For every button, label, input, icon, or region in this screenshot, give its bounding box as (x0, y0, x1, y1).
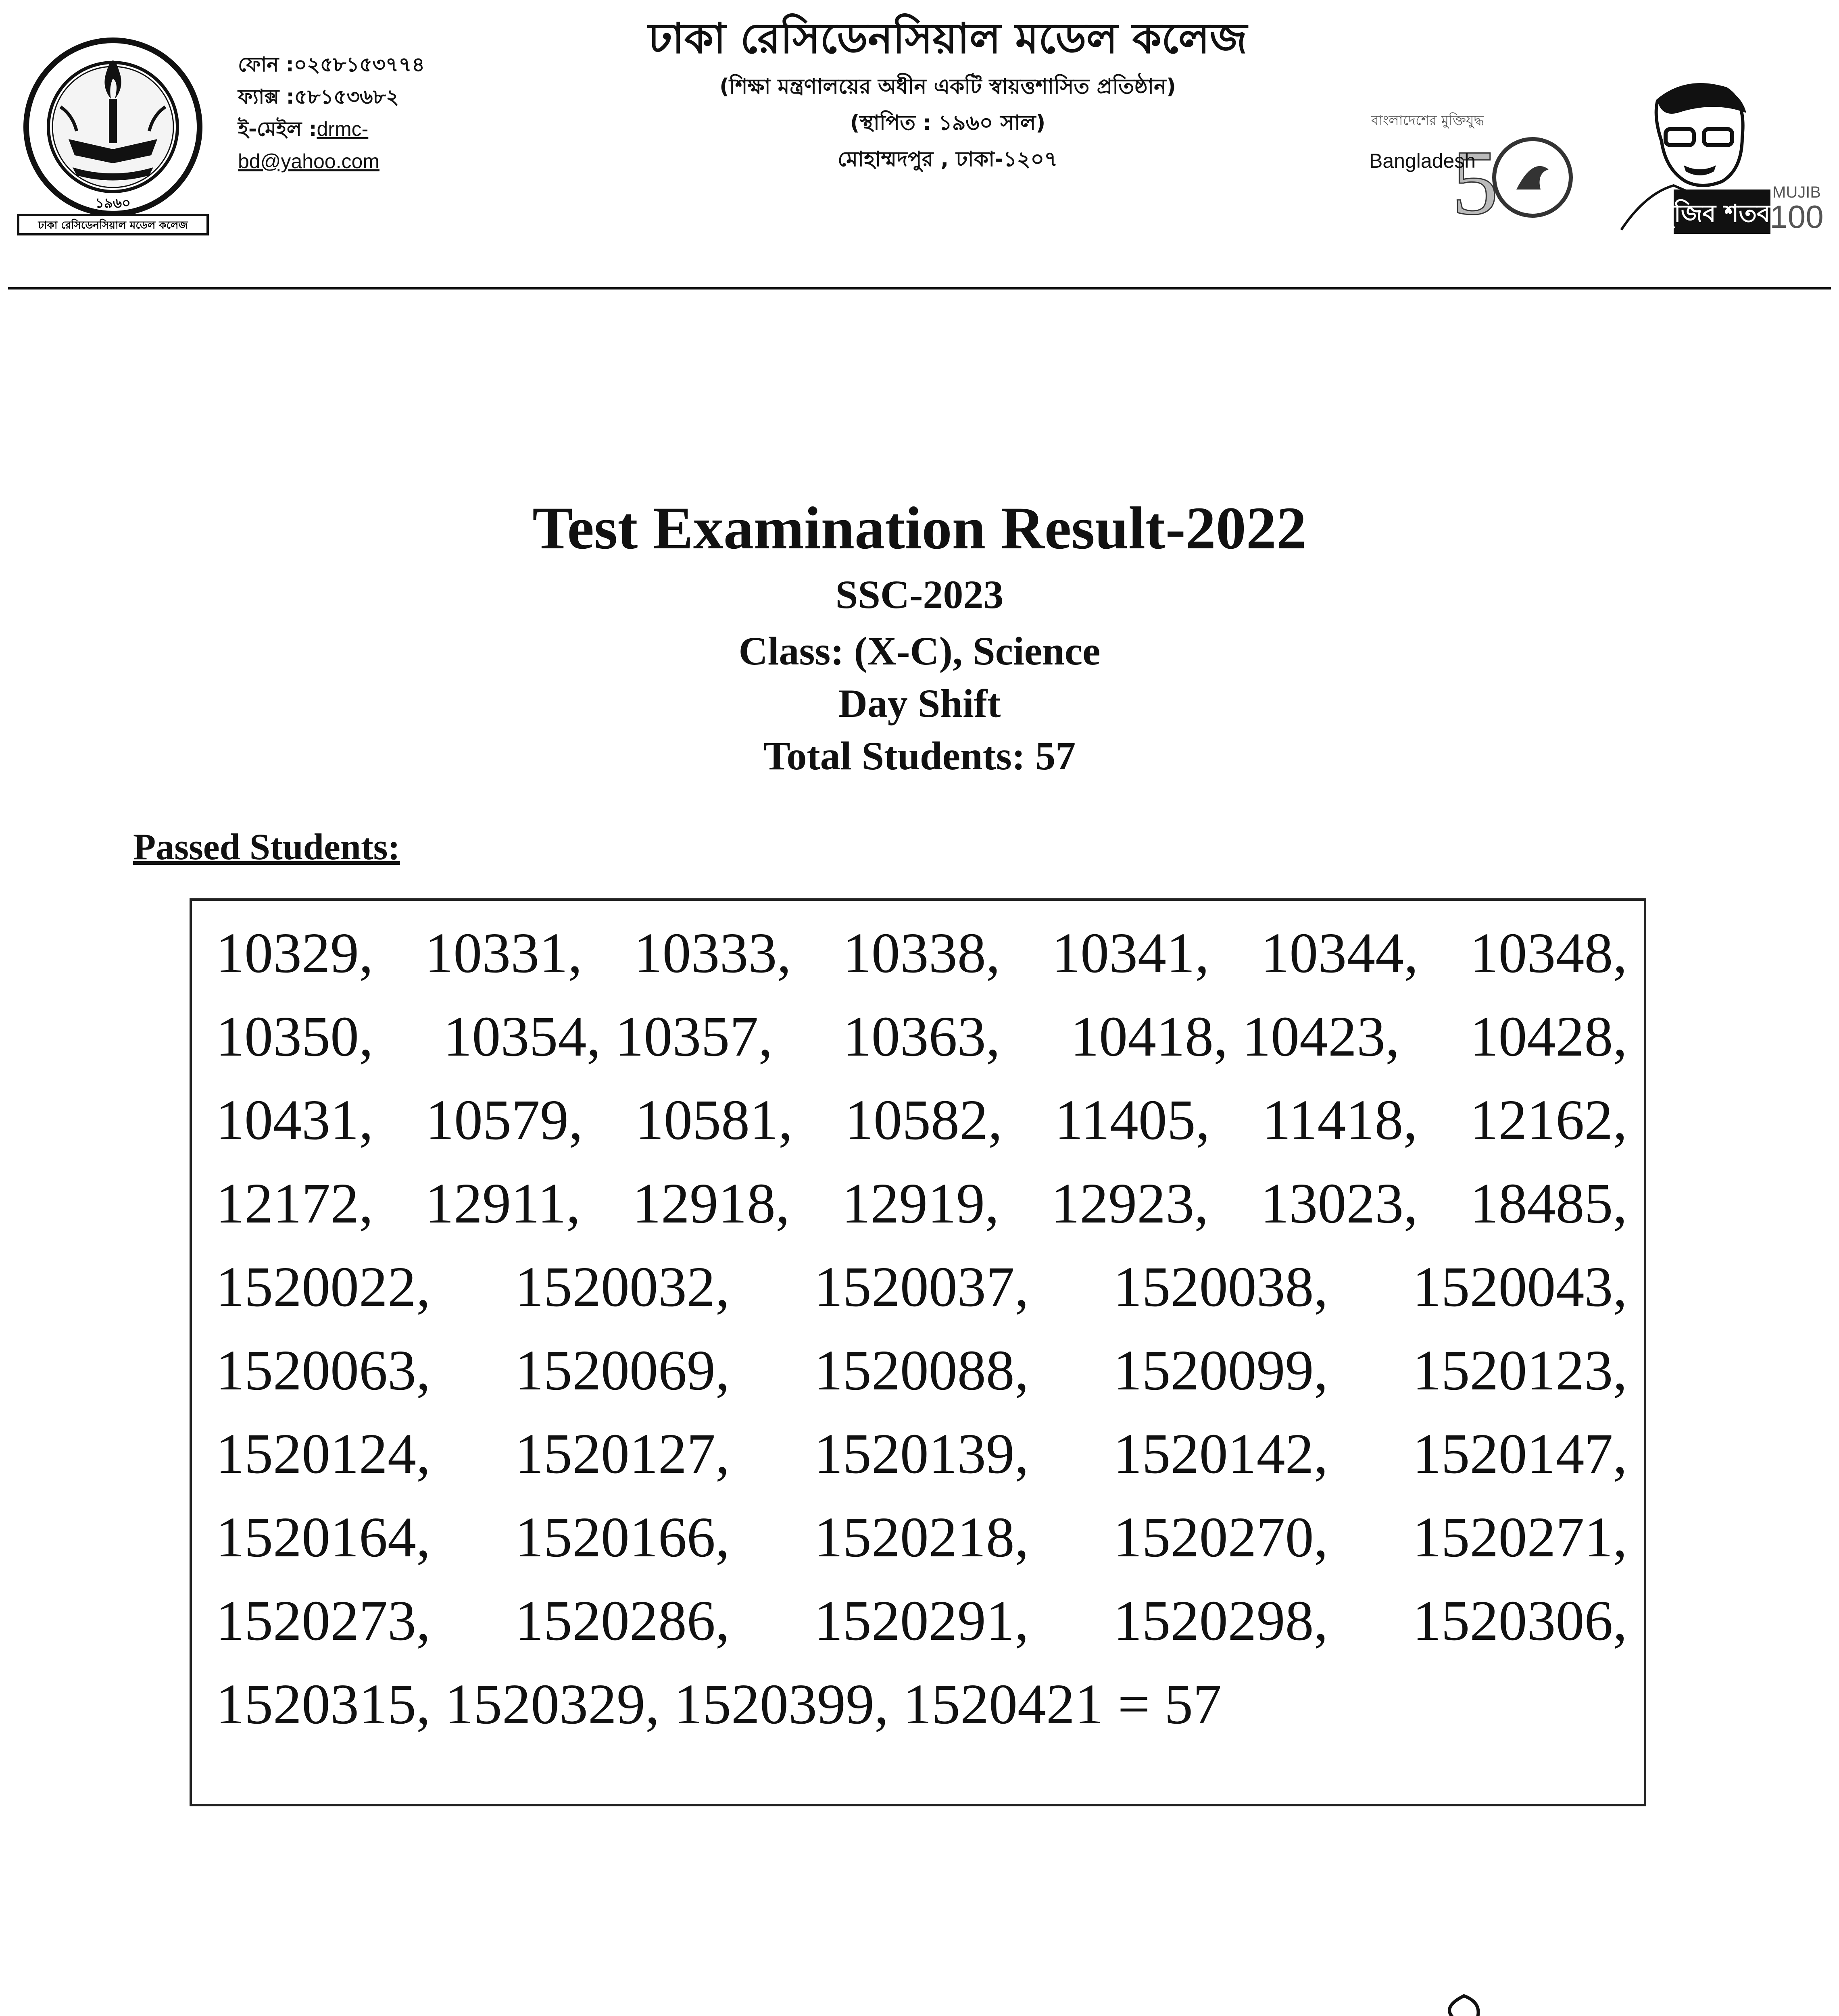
roll-number: 1520124, (216, 1422, 431, 1485)
college-name: ঢাকা রেসিডেনসিয়াল মডেল কলেজ (648, 14, 1247, 63)
roll-number: 10344, (1261, 921, 1418, 985)
roll-line (216, 911, 1627, 995)
roll-number: 1520037, (814, 1255, 1029, 1318)
roll-number: 10581, (635, 1088, 793, 1152)
roll-number: 1520271, (1412, 1505, 1627, 1569)
email-link-part1[interactable]: drmc- (317, 118, 369, 140)
passed-heading: Passed Students: (133, 826, 400, 867)
roll-number: 12162, (1470, 1088, 1627, 1152)
mujib-bengali: মুজিব শতবর্ষ (1660, 200, 1784, 228)
email-link-part2[interactable]: bd@yahoo.com (238, 150, 379, 173)
roll-number: 1520043, (1412, 1255, 1627, 1318)
roll-number: 10333, (634, 921, 791, 985)
college-address: মোহাম্মদপুর , ঢাকা-১২০৭ (838, 147, 1058, 171)
roll-line (216, 1078, 1627, 1162)
roll-number: 1520139, (814, 1422, 1029, 1485)
roll-number: 1520218, (814, 1505, 1029, 1569)
roll-number: 10338, (842, 921, 1001, 985)
roll-number: 1520291, (814, 1589, 1029, 1652)
roll-number: 12923, (1051, 1171, 1209, 1235)
roll-number: 1520069, (515, 1338, 730, 1402)
college-heading (544, 8, 1351, 177)
roll-number: 1520022, (216, 1255, 431, 1318)
roll-number: 10329, (216, 921, 373, 985)
roll-number: 10428, (1470, 1004, 1627, 1068)
roll-number: 1520142, (1113, 1422, 1328, 1485)
roll-number: 10341, (1052, 921, 1209, 985)
roll-number: 10350, (216, 1004, 373, 1068)
roll-number: 1520286, (515, 1589, 730, 1652)
passed-rolls-list (216, 911, 1627, 1746)
roll-number: 1520164, (216, 1505, 431, 1569)
roll-number: 13023, (1260, 1171, 1418, 1235)
roll-number: 1520306, (1412, 1589, 1627, 1652)
roll-line (216, 1245, 1627, 1329)
roll-number: 1520147, (1412, 1422, 1627, 1485)
roll-number: 10418, 10423, (1070, 1004, 1400, 1068)
contact-block (238, 48, 425, 177)
roll-number: 12918, (632, 1171, 790, 1235)
roll-line (216, 1662, 1627, 1746)
roll-number: 12172, (216, 1171, 373, 1235)
roll-number: 10582, (845, 1088, 1003, 1152)
college-established: (স্থাপিত : ১৯৬০ সাল) (850, 111, 1046, 135)
roll-number: 10431, (216, 1088, 373, 1152)
email-row (238, 113, 425, 145)
class-info: Class: (X-C), Science (738, 629, 1101, 673)
email-label: ই-মেইল : (238, 117, 317, 141)
roll-number: 12919, (842, 1171, 999, 1235)
roll-number: 1520298, (1113, 1589, 1328, 1652)
logo-year: ১৯৬০ (95, 195, 131, 211)
fax-text: ফ্যাক্স :৫৮১৫৩৬৮২ (238, 85, 399, 108)
roll-number: 1520099, (1113, 1338, 1328, 1402)
roll-number: 11418, (1262, 1088, 1418, 1152)
principal-signature (1371, 1992, 1734, 2016)
roll-line (216, 1412, 1627, 1495)
roll-number: 1520166, (515, 1505, 730, 1569)
roll-number: 11405, (1055, 1088, 1210, 1152)
roll-number: 1520088, (814, 1338, 1029, 1402)
phone-text: ফোন :০২৫৮১৫৩৭৭৪ (238, 53, 425, 76)
header-divider (8, 287, 1831, 289)
roll-number: 18485, (1470, 1171, 1627, 1235)
page-title: Test Examination Result-2022 (532, 495, 1307, 562)
roll-number: 10579, (425, 1088, 583, 1152)
bangladesh-50-bengali: বাংলাদেশের মুক্তিযুদ্ধ (1371, 112, 1484, 129)
logo-ring-text: ঢাকা রেসিডেনসিয়াল মডেল কলেজ (38, 219, 188, 231)
roll-line (216, 1162, 1627, 1245)
roll-number: 1520315, 1520329, 1520399, 1520421 = 57 (216, 1672, 1222, 1736)
roll-number: 1520270, (1113, 1505, 1328, 1569)
roll-number: 1520038, (1113, 1255, 1328, 1318)
roll-line (216, 995, 1627, 1078)
roll-number: 1520063, (216, 1338, 431, 1402)
bangladesh-50-label: Bangladesh (1369, 150, 1476, 172)
shift-info: Day Shift (838, 681, 1001, 726)
svg-text:5: 5 (1452, 131, 1498, 226)
roll-number: 10331, (425, 921, 582, 985)
college-logo (12, 34, 214, 236)
roll-number: 1520032, (515, 1255, 730, 1318)
college-subtitle: (শিক্ষা মন্ত্রণালয়ের অধীন একটি স্বায়ত্তশাসিত প্রতিষ্ঠান) (719, 75, 1176, 99)
roll-number: 10354, 10357, (443, 1004, 773, 1068)
mujib-100-logo (1613, 77, 1827, 234)
roll-line (216, 1329, 1627, 1412)
roll-number: 10363, (842, 1004, 1001, 1068)
roll-line (216, 1579, 1627, 1662)
total-students: Total Students: 57 (763, 733, 1076, 778)
roll-number: 1520273, (216, 1589, 431, 1652)
roll-line (216, 1495, 1627, 1579)
exam-name: SSC-2023 (835, 572, 1004, 617)
roll-number: 10348, (1470, 921, 1627, 985)
roll-number: 1520127, (515, 1422, 730, 1485)
mujib-label: MUJIB (1772, 183, 1821, 201)
mujib-number: 100 (1770, 199, 1824, 234)
roll-number: 1520123, (1412, 1338, 1627, 1402)
roll-number: 12911, (425, 1171, 581, 1235)
